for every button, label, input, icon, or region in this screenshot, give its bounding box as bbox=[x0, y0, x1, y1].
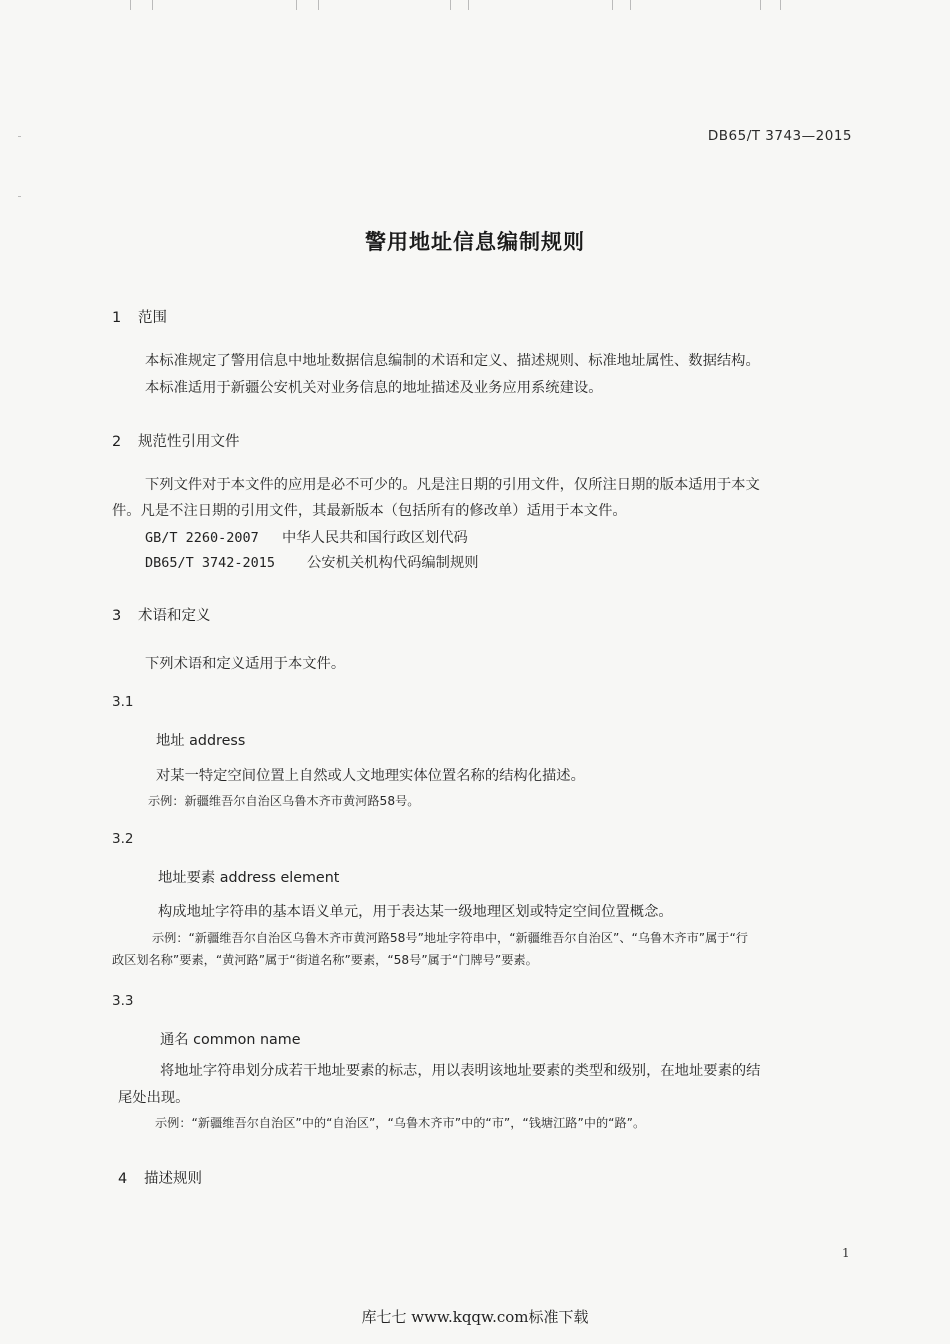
reference-name: 公安机关机构代码编制规则 bbox=[307, 555, 479, 571]
subsection-number: 3.3 bbox=[112, 993, 134, 1009]
scan-mark bbox=[612, 0, 613, 10]
section-3-heading bbox=[112, 604, 211, 625]
scan-mark bbox=[630, 0, 631, 10]
reference-code: DB65/T 3742-2015 bbox=[145, 555, 276, 571]
section-number: 3 bbox=[112, 608, 122, 624]
scan-mark bbox=[130, 0, 131, 10]
term-heading: 地址要素 address element bbox=[158, 870, 340, 886]
scan-mark bbox=[468, 0, 469, 10]
section-2-heading bbox=[112, 430, 240, 451]
paragraph: 下列术语和定义适用于本文件。 bbox=[145, 656, 346, 672]
subsection-number: 3.2 bbox=[112, 831, 134, 847]
example: 示例：“新疆维吾尔自治区乌鲁木齐市黄河路58号”地址字符串中，“新疆维吾尔自治区”、“乌鲁木齐市”属于“行 bbox=[152, 931, 748, 945]
paragraph: 本标准适用于新疆公安机关对业务信息的地址描述及业务应用系统建设。 bbox=[145, 380, 603, 396]
document-title: 警用地址信息编制规则 bbox=[365, 230, 585, 254]
reference-item bbox=[145, 552, 479, 572]
section-1-heading bbox=[112, 306, 167, 327]
paragraph: 下列文件对于本文件的应用是必不可少的。凡是注日期的引用文件，仅所注日期的版本适用于本文 bbox=[145, 477, 760, 493]
scan-mark bbox=[296, 0, 297, 10]
scan-mark bbox=[152, 0, 153, 10]
reference-code: GB/T 2260-2007 bbox=[145, 530, 259, 546]
scan-mark bbox=[780, 0, 781, 10]
term-heading: 通名 common name bbox=[160, 1032, 301, 1048]
example: 政区划名称”要素，“黄河路”属于“街道名称”要素，“58号”属于“门牌号”要素。 bbox=[112, 953, 538, 967]
section-number: 2 bbox=[112, 434, 122, 450]
section-number: 1 bbox=[112, 310, 122, 326]
scan-mark bbox=[760, 0, 761, 10]
paragraph: 件。凡是不注日期的引用文件，其最新版本（包括所有的修改单）适用于本文件。 bbox=[112, 503, 627, 519]
section-title: 范围 bbox=[138, 310, 167, 326]
footer-watermark: 库七七 www.kqqw.com标准下载 bbox=[361, 1308, 589, 1326]
section-title: 术语和定义 bbox=[138, 608, 211, 624]
scan-mark bbox=[450, 0, 451, 10]
example: 示例：“新疆维吾尔自治区”中的“自治区”，“乌鲁木齐市”中的“市”，“钱塘江路”中的“路”。 bbox=[155, 1116, 646, 1130]
term-heading: 地址 address bbox=[156, 733, 246, 749]
reference-name: 中华人民共和国行政区划代码 bbox=[282, 530, 468, 546]
section-title: 描述规则 bbox=[144, 1171, 202, 1187]
definition: 对某一特定空间位置上自然或人文地理实体位置名称的结构化描述。 bbox=[156, 768, 585, 784]
scan-mark bbox=[18, 136, 21, 137]
section-title: 规范性引用文件 bbox=[138, 434, 240, 450]
reference-item bbox=[145, 527, 468, 547]
scan-mark bbox=[318, 0, 319, 10]
scan-mark bbox=[18, 196, 21, 197]
definition: 构成地址字符串的基本语义单元，用于表达某一级地理区划或特定空间位置概念。 bbox=[158, 904, 673, 920]
subsection-number: 3.1 bbox=[112, 694, 134, 710]
section-4-heading bbox=[118, 1167, 202, 1188]
definition: 尾处出现。 bbox=[118, 1090, 190, 1106]
paragraph: 本标准规定了警用信息中地址数据信息编制的术语和定义、描述规则、标准地址属性、数据结构。 bbox=[145, 353, 760, 369]
section-number: 4 bbox=[118, 1171, 128, 1187]
example: 示例：新疆维吾尔自治区乌鲁木齐市黄河路58号。 bbox=[148, 794, 420, 808]
page-number: 1 bbox=[842, 1246, 850, 1260]
standard-code: DB65/T 3743—2015 bbox=[707, 128, 852, 144]
definition: 将地址字符串划分成若干地址要素的标志，用以表明该地址要素的类型和级别，在地址要素的结 bbox=[160, 1063, 761, 1079]
